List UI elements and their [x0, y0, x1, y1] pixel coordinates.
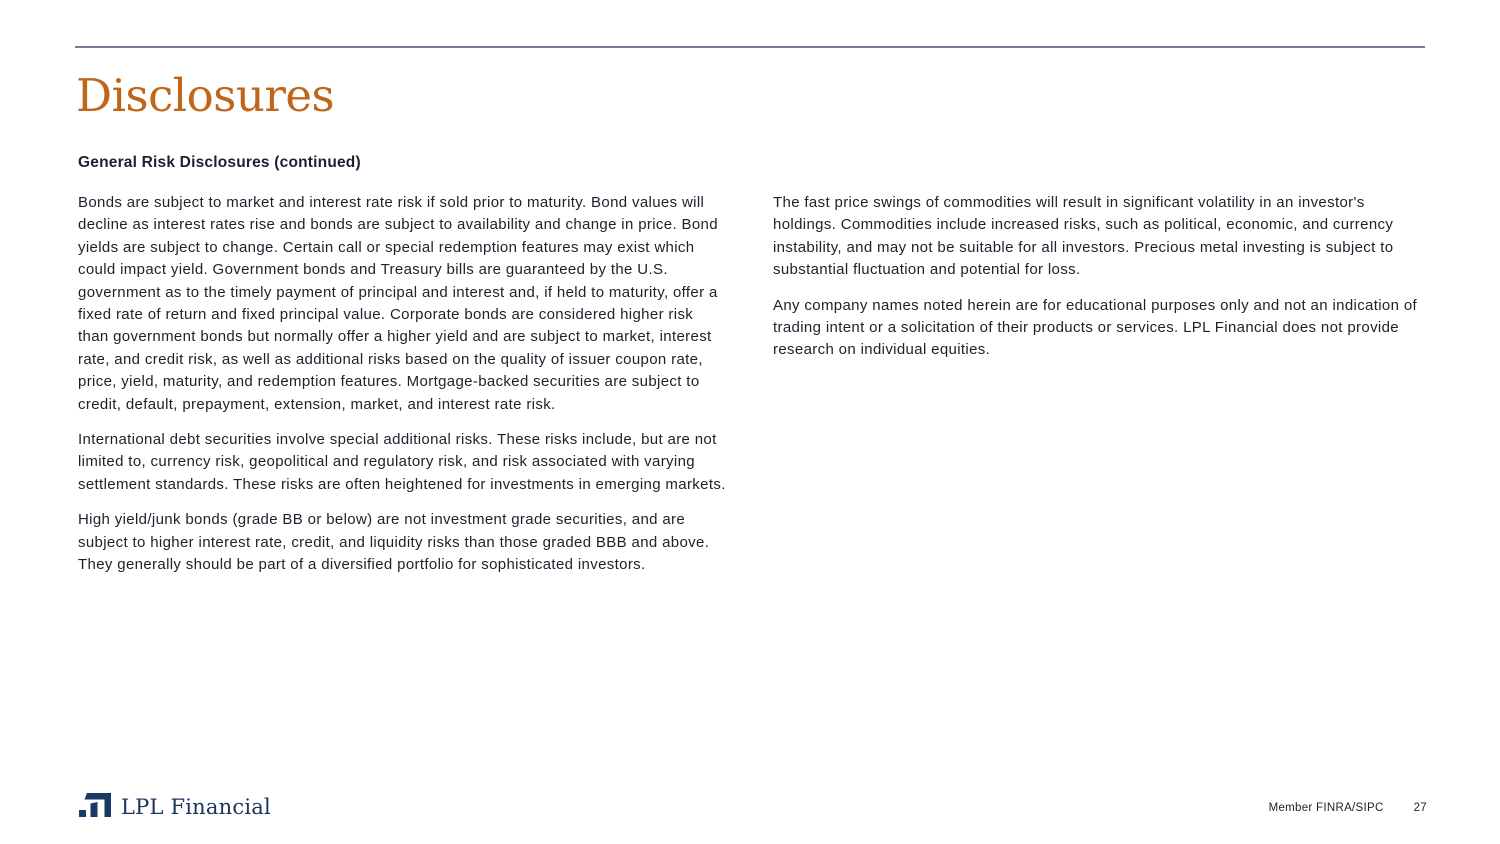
- lpl-logo-icon: [77, 793, 111, 821]
- paragraph-commodities: The fast price swings of commodities will result in significant volatility in an investor's holdings. Commodities include increased risks, such as political, economic, and currency instability, and may not be suitable for all investors. Precious metal investing is subject to substantial fluctuation and potential for loss.: [773, 194, 1394, 279]
- right-column: [773, 192, 1423, 375]
- lpl-logo-text: LPL Financial: [121, 795, 271, 819]
- footer-right: [1269, 802, 1427, 814]
- paragraph-company-names: Any company names noted herein are for educational purposes only and not an indication of trading intent or a solicitation of their products or services. LPL Financial does not provide research on individual equities.: [773, 296, 1418, 359]
- lpl-financial-logo: [77, 793, 271, 821]
- top-rule-divider: [75, 46, 1425, 48]
- page-number: 27: [1413, 802, 1427, 814]
- paragraph-high-yield-bonds: High yield/junk bonds (grade BB or below) are not investment grade securities, and are subject to higher interest rate, credit, and liquidity risks than those graded BBB and above. They generally should be part of a diversified portfolio for sophisticated investors.: [78, 511, 710, 574]
- member-finra-sipc-label: Member FINRA/SIPC: [1268, 802, 1384, 814]
- section-subtitle: General Risk Disclosures (continued): [78, 154, 361, 171]
- paragraph-international-debt: International debt securities involve special additional risks. These risks include, but are not limited to, currency risk, geopolitical and regulatory risk, and risk associated with varying settlement standards. These risks are often heightened for investments in emerging markets.: [78, 431, 726, 493]
- footer: [0, 790, 1500, 830]
- page-title: Disclosures: [76, 69, 335, 122]
- paragraph-bonds-risk: Bonds are subject to market and interest rate risk if sold prior to maturity. Bond values will decline as interest rates rise and bonds are subject to availability and change in price. Bond yields are subject to change. Certain call or special redemption features may exist which could impact yield. Government bonds and Treasury bills are guaranteed by the U.S. government as to the timely payment of principal and interest and, if held to maturity, offer a fixed rate of return and fixed principal value. Corporate bonds are considered higher risk than government bonds but normally offer a higher yield and are subject to market, interest rate, and credit risk, as well as additional risks based on the quality of issuer coupon rate, price, yield, maturity, and redemption features. Mortgage-backed securities are subject to credit, default, prepayment, extension, market, and interest rate risk.: [78, 194, 718, 413]
- left-column: [78, 192, 726, 590]
